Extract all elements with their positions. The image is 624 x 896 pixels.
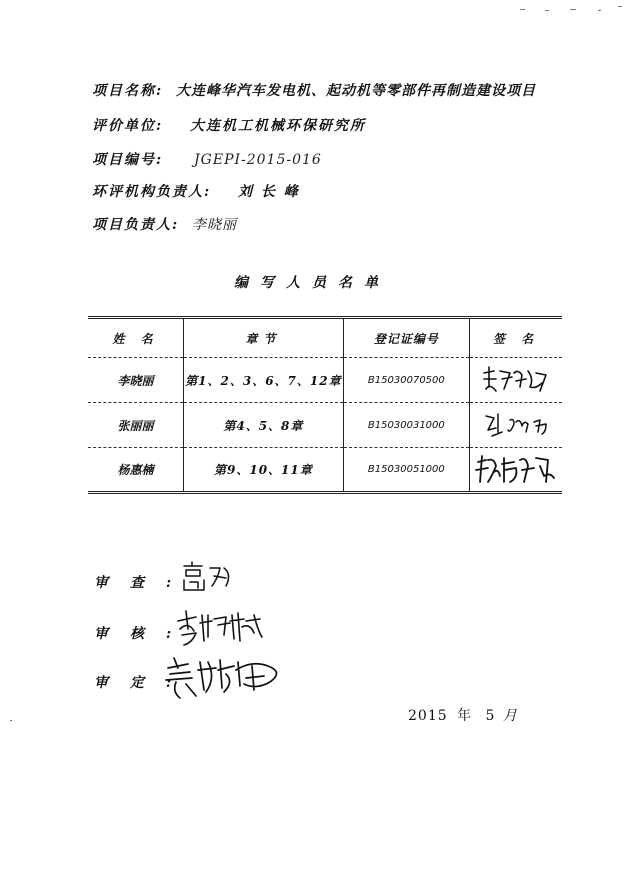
project-no-label: 项目编号:: [92, 152, 164, 168]
staff-registration-no: B15030070500: [343, 358, 469, 403]
signature-image: [480, 365, 552, 395]
staff-chapters: 第9、10、11章: [184, 448, 344, 493]
scan-speck: [545, 10, 549, 11]
scan-speck: [598, 10, 601, 11]
staff-chapters: 第1、2、3、6、7、12章: [184, 358, 344, 403]
scan-speck: [570, 9, 576, 10]
date-month-unit: 月: [502, 708, 518, 724]
staff-name: 杨惠楠: [117, 463, 154, 477]
header-name: 姓 名: [112, 331, 159, 346]
table-header-row: [88, 318, 562, 358]
signature-image: [180, 560, 236, 592]
project-name-value: 大连峰华汽车发电机、起动机等零部件再制造建设项目: [176, 83, 537, 99]
project-head-label: 项目负责人:: [92, 217, 180, 233]
scan-speck: [10, 720, 12, 721]
approval-role: 审定:: [94, 675, 194, 691]
signature-image: [160, 652, 290, 702]
table-row: [88, 448, 562, 493]
staff-signature: [470, 403, 562, 448]
staff-signature: [470, 358, 562, 403]
signature-image: [174, 607, 270, 647]
staff-registration-no: B15030051000: [343, 448, 469, 493]
eia-head-label: 环评机构负责人:: [92, 184, 212, 200]
evaluator-line: [92, 115, 366, 135]
header-signature: 签 名: [470, 318, 562, 358]
approval-final: [94, 672, 193, 692]
evaluator-value: 大连机工机械环保研究所: [190, 118, 367, 134]
date-month: 5: [485, 708, 496, 724]
date-year: 2015: [408, 708, 448, 724]
table-row: [88, 358, 562, 403]
approval-role: 审查:: [94, 575, 194, 591]
staff-registration-no: B15030031000: [343, 403, 469, 448]
eia-head-line: [92, 181, 300, 201]
staff-name: 张丽丽: [117, 418, 154, 433]
project-no-line: [92, 149, 322, 169]
header-chapters: 章节: [184, 318, 344, 358]
evaluator-label: 评价单位:: [92, 118, 164, 134]
header-registration-no: 登记证编号: [343, 318, 469, 358]
project-no-value: JGEPI-2015-016: [194, 152, 322, 168]
date-year-unit: 年: [457, 708, 473, 724]
approval-role: 审核:: [94, 626, 194, 642]
scan-speck: [618, 6, 622, 7]
approval-audit: [94, 623, 193, 643]
project-name-label: 项目名称:: [92, 83, 164, 99]
table-row: [88, 403, 562, 448]
list-title: 编写人员名单: [234, 275, 390, 291]
staff-table: [88, 316, 562, 494]
approval-review: [94, 572, 193, 592]
staff-signature: [470, 448, 562, 493]
staff-name: 李晓丽: [117, 373, 154, 388]
scan-speck: [520, 9, 525, 10]
eia-head-value: 刘 长 峰: [238, 184, 300, 200]
project-head-line: [92, 214, 237, 234]
signature-image: [474, 452, 558, 488]
signature-image: [480, 410, 552, 440]
date-line: [408, 705, 518, 725]
project-name-line: [92, 80, 536, 100]
staff-chapters: 第4、5、8章: [184, 403, 344, 448]
project-head-value: 李晓丽: [192, 217, 238, 233]
